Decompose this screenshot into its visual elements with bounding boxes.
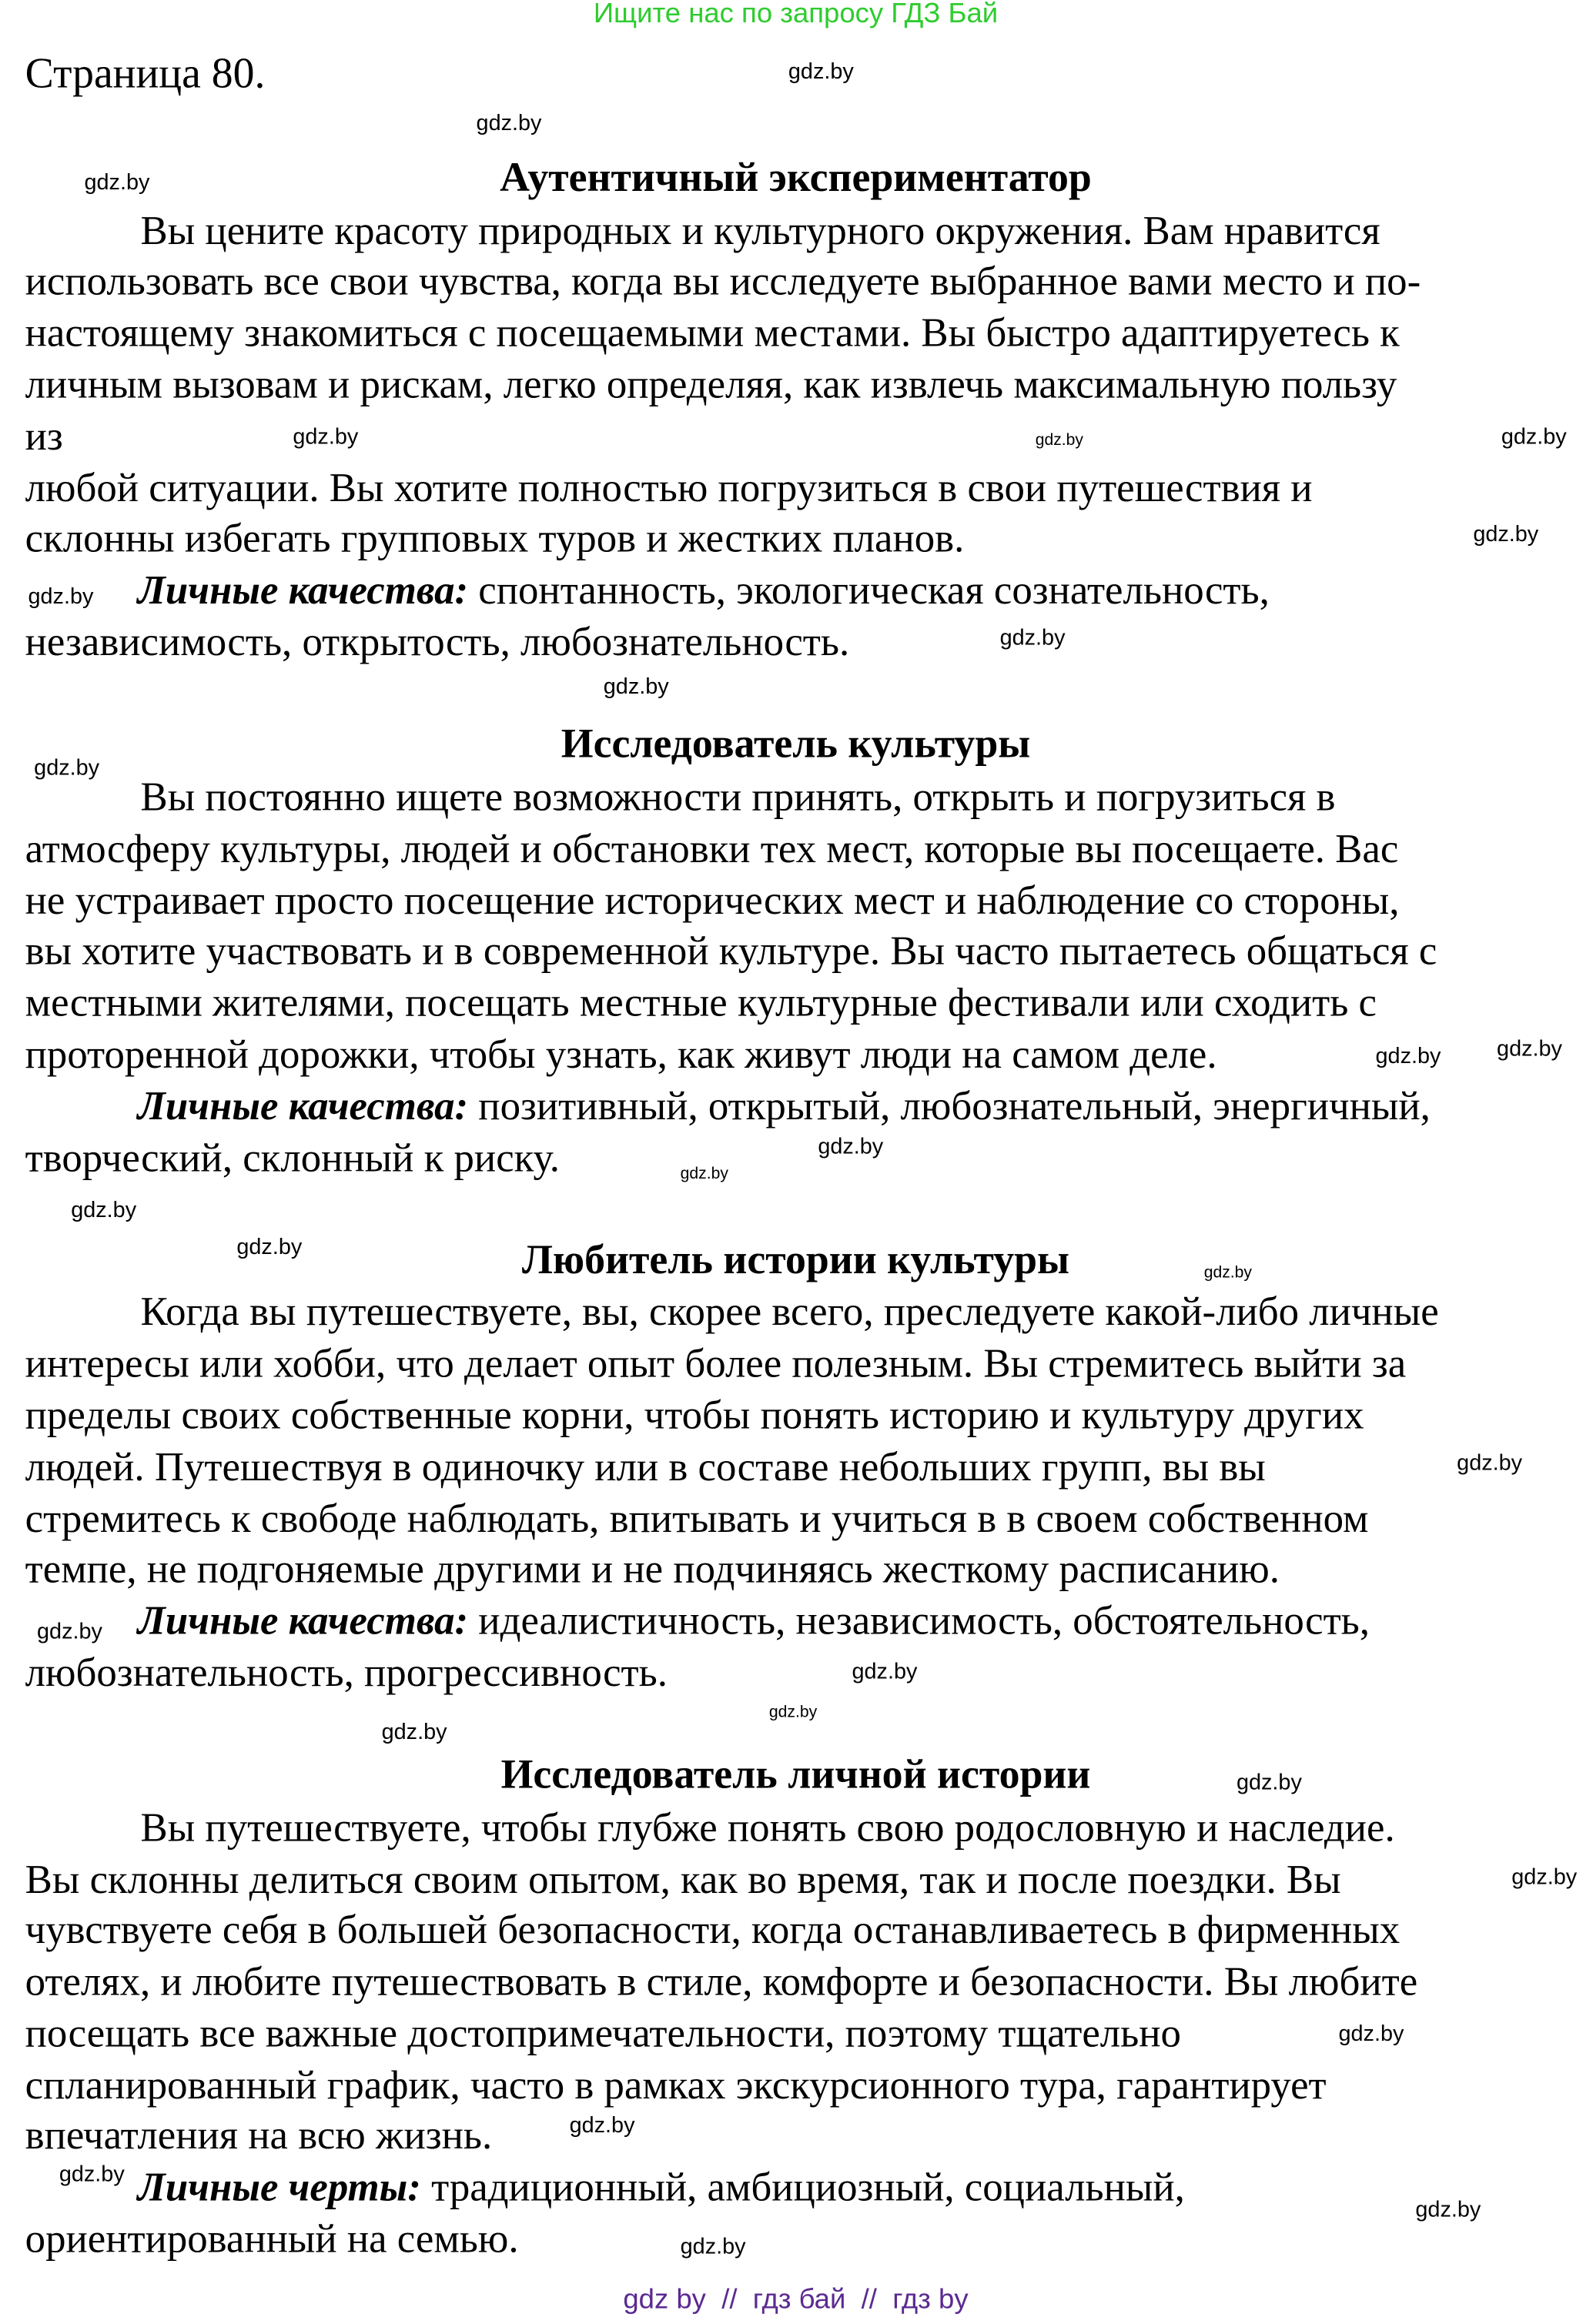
text-line: атмосферу культуры, людей и обстановки тех мест, которые вы посещаете. Вас [25,824,1399,871]
section-title: Исследователь культуры [561,721,1031,767]
qualities-label: Личные качества: [137,1597,469,1644]
qualities-label: Личные качества: [137,566,469,613]
text-line: ориентированный на семью. [25,2215,519,2262]
text-line: чувствуете себя в большей безопасности, когда останавливаетесь в фирменных [25,1906,1401,1952]
text-line: использовать все свои чувства, когда вы исследуете выбранное вами место и по- [25,257,1421,303]
watermark: gdz.by [1501,424,1567,450]
watermark: gdz.by [603,674,669,700]
watermark: gdz.by [1203,1264,1252,1282]
text-line: пределы своих собственные корни, чтобы понять историю и культуру других [25,1391,1364,1438]
qualities-label: Личные качества: [137,1082,469,1129]
text-line: из [25,412,63,459]
text-line: независимость, открытость, любознательность. [25,617,850,664]
text-line: людей. Путешествуя в одиночку или в составе небольших групп, вы вы [25,1443,1266,1490]
watermark: gdz.by [1035,431,1083,450]
watermark: gdz.by [1415,2197,1481,2223]
qualities-line [138,565,1270,615]
watermark: gdz.by [1457,1450,1523,1476]
watermark: gdz.by [1497,1036,1562,1062]
text-line: Когда вы путешествуете, вы, скорее всего, преследуете какой-либо личные [140,1288,1439,1334]
text-line: местными жителями, посещать местные культурные фестивали или сходить с [25,978,1377,1025]
watermark: gdz.by [293,424,359,450]
watermark: gdz.by [999,625,1066,651]
qualities-text: идеалистичность, независимость, обстоятельность, [478,1597,1370,1644]
text-line: посещать все важные достопримечательности, поэтому тщательно [25,2009,1181,2056]
section-title: Исследователь личной истории [500,1752,1091,1798]
watermark: gdz.by [1375,1044,1441,1069]
text-line: склонны избегать групповых туров и жестких планов. [25,514,965,561]
qualities-text: позитивный, открытый, любознательный, энергичный, [478,1082,1431,1129]
text-line: отелях, и любите путешествовать в стиле, комфорте и безопасности. Вы любите [25,1958,1418,2004]
text-line: Вы постоянно ищете возможности принять, открыть и погрузиться в [140,773,1336,820]
section-title: Аутентичный экспериментатор [500,155,1092,202]
text-line: проторенной дорожки, чтобы узнать, как живут люди на самом деле. [25,1030,1217,1077]
text-line: любой ситуации. Вы хотите полностью погрузиться в свои путешествия и [25,464,1313,510]
watermark: gdz.by [236,1235,303,1260]
text-line: спланированный график, часто в рамках экскурсионного тура, гарантирует [25,2061,1327,2108]
text-line: стремитесь к свободе наблюдать, впитывать и учиться в в своем собственном [25,1495,1369,1541]
watermark: gdz.by [1236,1770,1302,1796]
watermark: gdz.by [381,1720,447,1745]
text-line: Вы склонны делиться своим опытом, как во время, так и после поездки. Вы [25,1855,1341,1902]
watermark: gdz.by [34,755,100,781]
text-line: не устраивает просто посещение исторических мест и наблюдение со стороны, [25,877,1400,923]
search-banner[interactable]: Ищите нас по запросу ГДЗ Бай [593,0,999,30]
qualities-line [138,1081,1431,1131]
watermark: gdz.by [1338,2021,1404,2047]
text-line: личным вызовам и рискам, легко определяя, как извлечь максимальную пользу [25,360,1397,407]
watermark: gdz.by [818,1134,884,1160]
watermark: gdz.by [28,584,94,610]
watermark: gdz.by [852,1659,918,1685]
watermark: gdz.by [476,111,542,136]
text-line: Вы путешествуете, чтобы глубже понять свою родословную и наследие. [140,1804,1395,1851]
watermark: gdz.by [680,2234,746,2260]
qualities-text: спонтанность, экологическая сознательность, [478,566,1270,613]
watermark: gdz.by [1511,1864,1578,1891]
text-line: любознательность, прогрессивность. [25,1648,668,1695]
qualities-text: традиционный, амбициозный, социальный, [431,2163,1185,2209]
watermark: gdz.by [680,1165,728,1183]
watermark: gdz.by [71,1198,137,1223]
text-line: творческий, склонный к риску. [25,1134,560,1180]
footer-links[interactable]: gdz by // гдз бай // гдз by [623,2284,969,2316]
text-line: интересы или хобби, что делает опыт более полезным. Вы стремитесь выйти за [25,1339,1407,1386]
text-line: темпе, не подгоняемые другими и не подчиняясь жесткому расписанию. [25,1545,1280,1591]
watermark: gdz.by [788,59,854,85]
watermark: gdz.by [768,1703,818,1722]
section-title: Любитель истории культуры [521,1237,1070,1284]
text-line: Вы цените красоту природных и культурного окружения. Вам нравится [140,206,1380,253]
qualities-line [138,2162,1185,2212]
text-line: впечатления на всю жизнь. [25,2112,493,2158]
watermark: gdz.by [37,1619,102,1645]
qualities-line [138,1596,1370,1646]
watermark: gdz.by [84,169,150,196]
watermark: gdz.by [569,2113,635,2138]
text-line: вы хотите участвовать и в современной культуре. Вы часто пытаетесь общаться с [25,927,1437,974]
watermark: gdz.by [59,2162,125,2188]
page-label: Страница 80. [25,50,266,98]
qualities-label: Личные черты: [137,2163,421,2209]
text-line: настоящему знакомиться с посещаемыми местами. Вы быстро адаптируетесь к [25,309,1400,356]
watermark: gdz.by [1473,522,1539,547]
